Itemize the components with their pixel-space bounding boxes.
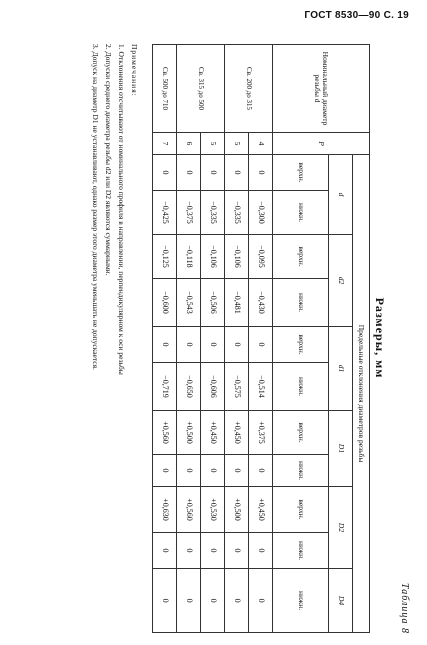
value-cell: −0,300 xyxy=(249,191,273,235)
value-cell: +0,450 xyxy=(225,411,249,455)
value-cell: −0,125 xyxy=(153,235,177,279)
value-cell: 0 xyxy=(201,455,225,487)
value-cell: +0,500 xyxy=(225,487,249,533)
value-cell: −0,375 xyxy=(177,191,201,235)
value-cell: 0 xyxy=(177,455,201,487)
value-cell: 0 xyxy=(201,327,225,363)
header-d1: d1 xyxy=(329,327,353,411)
pitch-cell: 6 xyxy=(177,133,201,155)
value-cell: 0 xyxy=(153,155,177,191)
pitch-cell: 7 xyxy=(153,133,177,155)
nominal-diameter-cell: Св. 315 до 500 xyxy=(177,45,225,133)
value-cell: −0,575 xyxy=(225,363,249,411)
header-d2: d2 xyxy=(329,235,353,327)
table-row xyxy=(177,45,201,633)
value-cell: −0,106 xyxy=(225,235,249,279)
table-row xyxy=(249,45,273,633)
value-cell: 0 xyxy=(249,155,273,191)
value-cell: +0,375 xyxy=(249,411,273,455)
header-d: d xyxy=(329,155,353,235)
value-cell: 0 xyxy=(225,569,249,633)
nominal-diameter-cell: Св. 200 до 315 xyxy=(225,45,273,133)
value-cell: +0,560 xyxy=(153,411,177,455)
value-cell: −0,650 xyxy=(177,363,201,411)
table-title: Размеры, мм xyxy=(373,297,387,379)
value-cell: −0,425 xyxy=(153,191,177,235)
value-cell: 0 xyxy=(225,327,249,363)
value-cell: 0 xyxy=(225,455,249,487)
header-deviations-group: Предельные отклонения диаметров резьбы xyxy=(353,155,370,633)
pitch-cell: 5 xyxy=(225,133,249,155)
value-cell: 0 xyxy=(153,327,177,363)
note-item: 3. Допуск на диаметр D1 не устанавливают, однако размер этого диаметра уменьшать не допускается. xyxy=(91,44,100,370)
pitch-cell: 4 xyxy=(249,133,273,155)
value-cell: 0 xyxy=(153,569,177,633)
value-cell: −0,335 xyxy=(225,191,249,235)
note-item: 2. Допуски среднего диаметра резьбы d2 или D2 являются суммарными. xyxy=(104,44,113,276)
nominal-diameter-cell: Св. 500 до 710 xyxy=(153,45,177,133)
value-cell: 0 xyxy=(249,533,273,569)
value-cell: −0,118 xyxy=(177,235,201,279)
header-lower: нижн. xyxy=(273,363,329,411)
note-item: 1. Отклонения отсчитывают от номинального профиля в направлении, перпендикулярном к оси резьбы xyxy=(117,44,126,375)
value-cell: 0 xyxy=(177,327,201,363)
table-row xyxy=(153,45,177,633)
header-lower: нижн. xyxy=(273,455,329,487)
header-D1: D1 xyxy=(329,411,353,487)
rotated-page-content xyxy=(39,38,411,638)
value-cell: 0 xyxy=(225,155,249,191)
value-cell: 0 xyxy=(201,569,225,633)
value-cell: 0 xyxy=(201,533,225,569)
table-row xyxy=(201,45,225,633)
header-pitch: P xyxy=(273,133,370,155)
table-notes xyxy=(89,44,141,634)
header-upper: верхн. xyxy=(273,487,329,533)
value-cell: 0 xyxy=(177,155,201,191)
value-cell: −0,430 xyxy=(249,279,273,327)
table-row xyxy=(225,45,249,633)
header-upper: верхн. xyxy=(273,155,329,191)
value-cell: −0,106 xyxy=(201,235,225,279)
value-cell: −0,719 xyxy=(153,363,177,411)
value-cell: 0 xyxy=(201,155,225,191)
value-cell: 0 xyxy=(249,569,273,633)
notes-title: Примечания: xyxy=(130,44,139,97)
value-cell: 0 xyxy=(153,455,177,487)
header-lower: нижн. xyxy=(273,569,329,633)
value-cell: 0 xyxy=(153,533,177,569)
header-upper: верхн. xyxy=(273,327,329,363)
value-cell: −0,600 xyxy=(153,279,177,327)
value-cell: −0,335 xyxy=(201,191,225,235)
value-cell: +0,630 xyxy=(153,487,177,533)
header-lower: нижн. xyxy=(273,191,329,235)
header-lower: нижн. xyxy=(273,279,329,327)
value-cell: −0,095 xyxy=(249,235,273,279)
header-upper: верхн. xyxy=(273,235,329,279)
value-cell: −0,514 xyxy=(249,363,273,411)
page-header: ГОСТ 8530—90 С. 19 xyxy=(304,10,409,21)
value-cell: 0 xyxy=(177,569,201,633)
value-cell: 0 xyxy=(249,455,273,487)
value-cell: 0 xyxy=(177,533,201,569)
value-cell: +0,500 xyxy=(177,411,201,455)
value-cell: −0,606 xyxy=(201,363,225,411)
table-label: Таблица 8 xyxy=(399,583,410,634)
value-cell: +0,560 xyxy=(177,487,201,533)
value-cell: +0,530 xyxy=(201,487,225,533)
value-cell: −0,543 xyxy=(177,279,201,327)
value-cell: 0 xyxy=(225,533,249,569)
value-cell: +0,450 xyxy=(249,487,273,533)
header-lower: нижн. xyxy=(273,533,329,569)
value-cell: −0,506 xyxy=(201,279,225,327)
tolerance-table xyxy=(152,44,370,633)
header-nominal-diameter: Номинальный диаметр резьбы d xyxy=(273,45,370,133)
value-cell: +0,450 xyxy=(201,411,225,455)
header-upper: верхн. xyxy=(273,411,329,455)
header-D4: D4 xyxy=(329,569,353,633)
pitch-cell: 5 xyxy=(201,133,225,155)
value-cell: −0,481 xyxy=(225,279,249,327)
value-cell: 0 xyxy=(249,327,273,363)
header-D2: D2 xyxy=(329,487,353,569)
